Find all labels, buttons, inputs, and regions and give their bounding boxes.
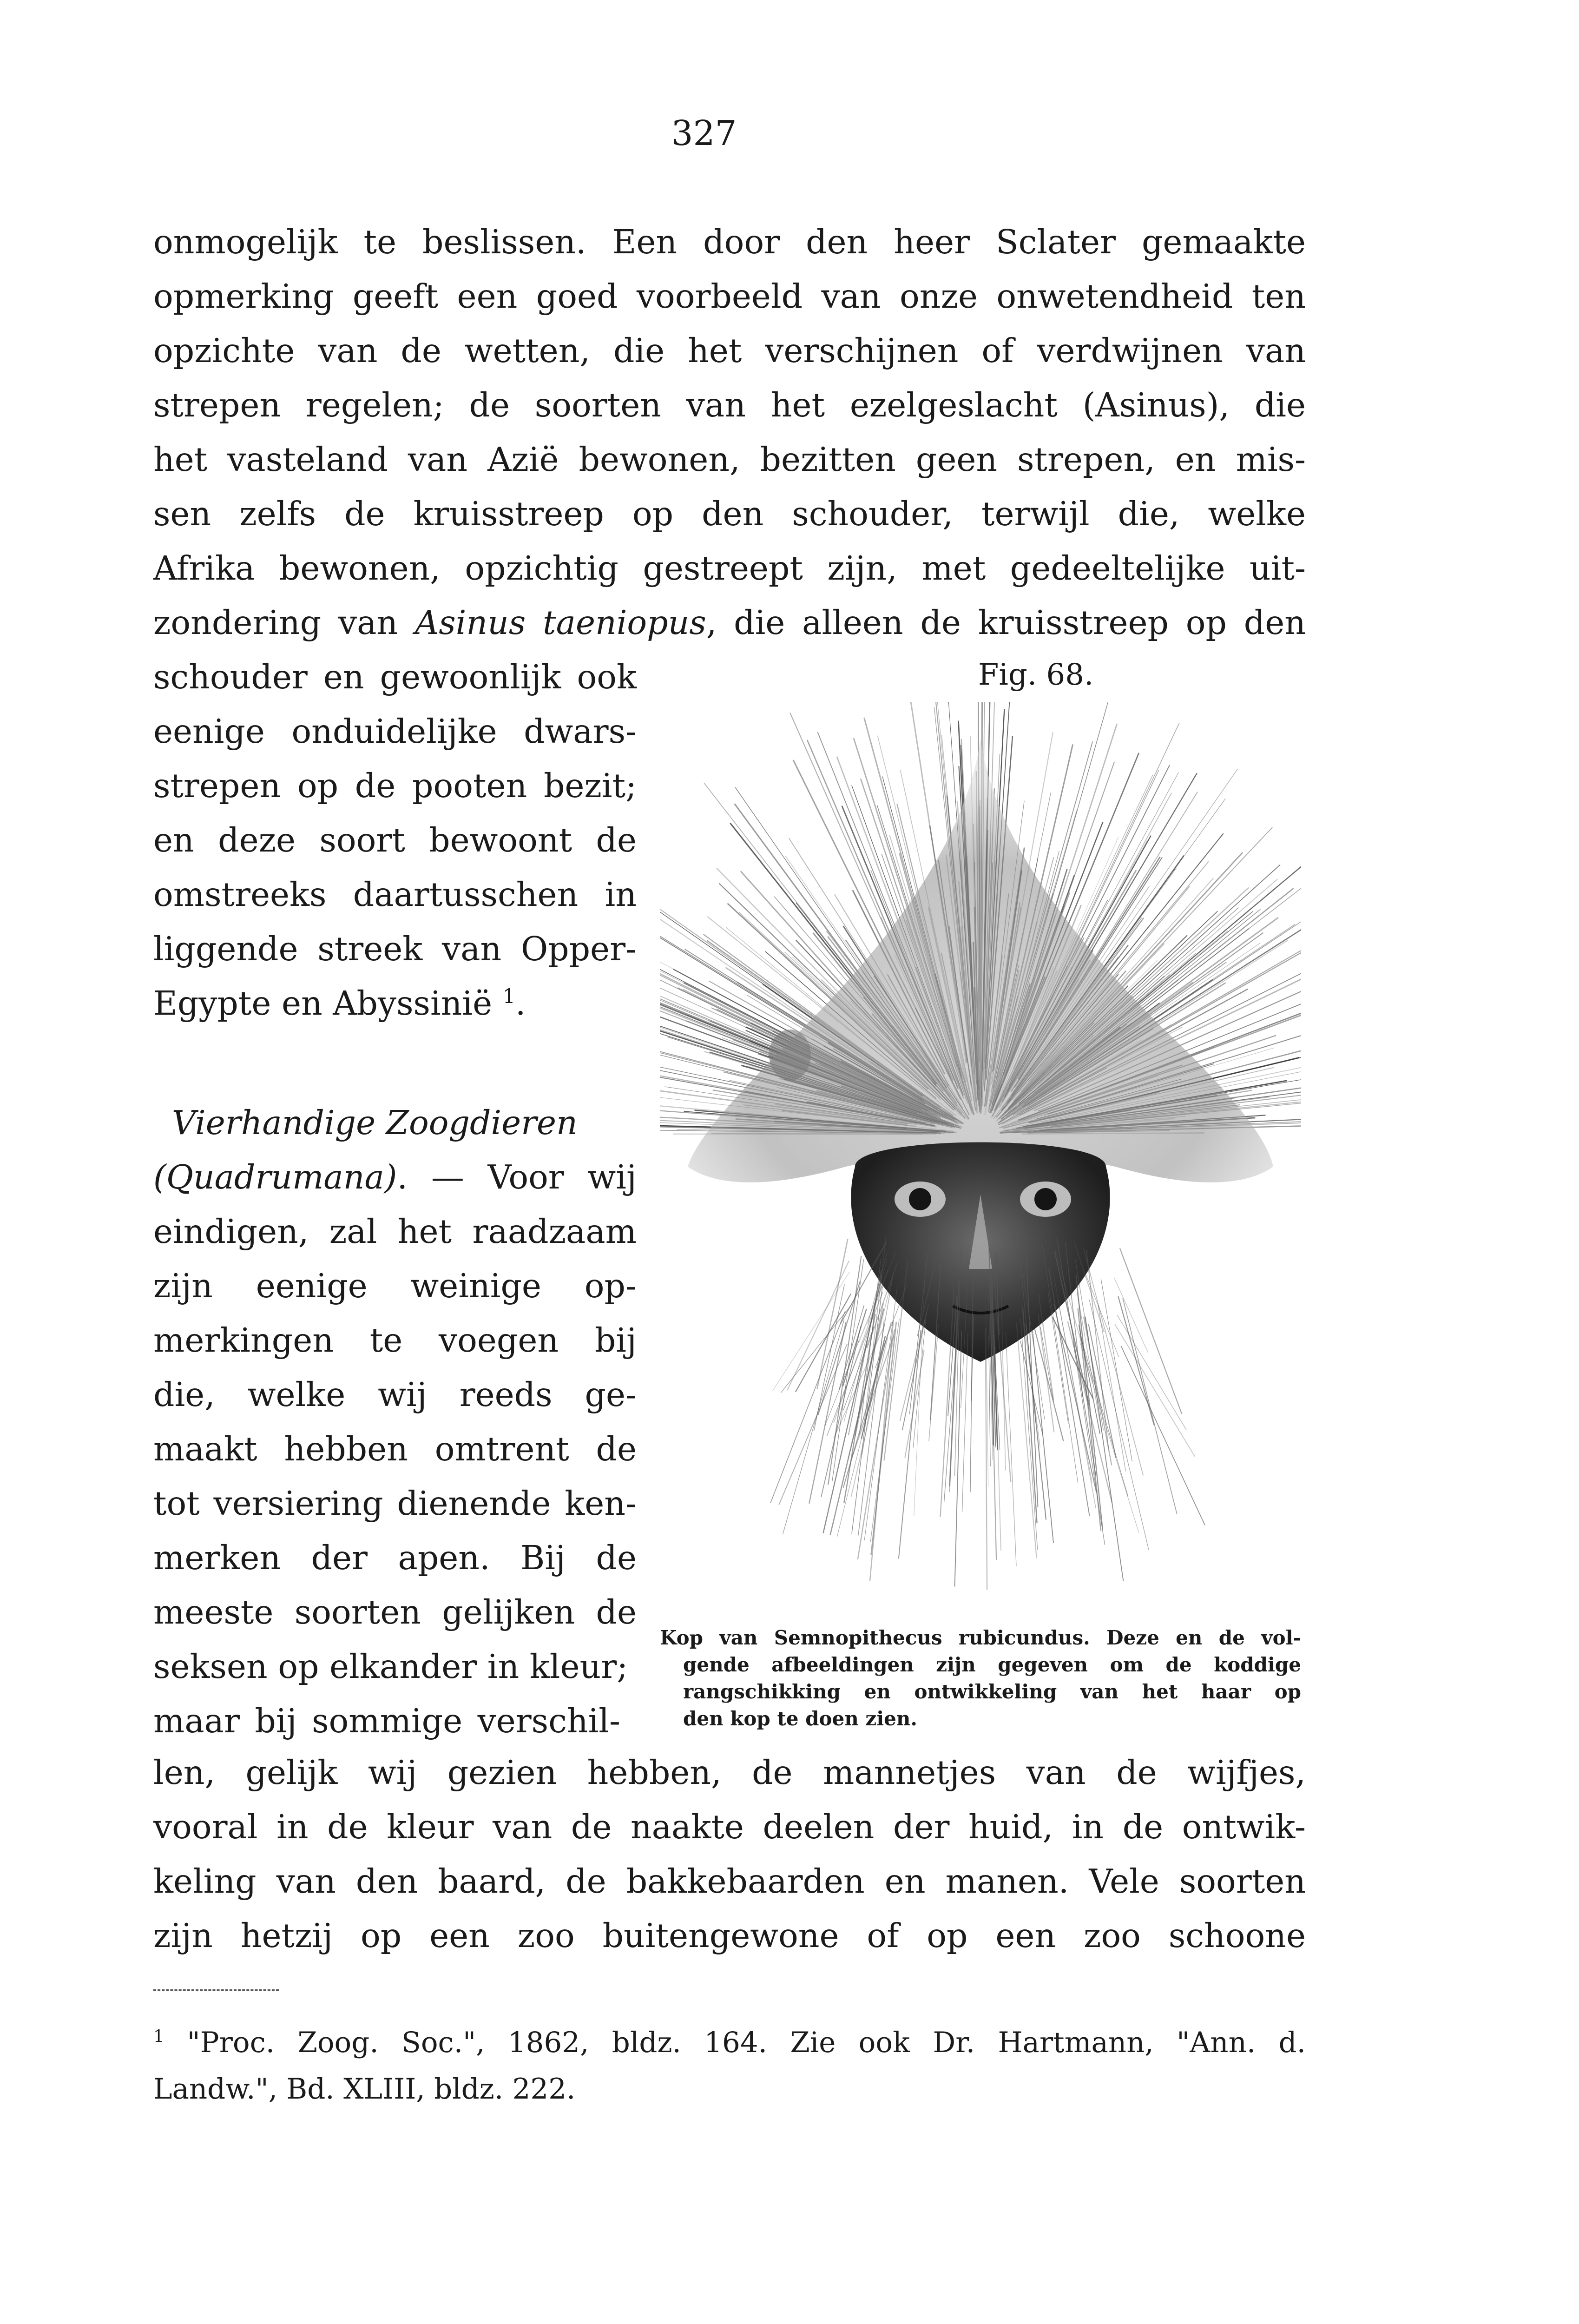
beard-stroke (1079, 1334, 1128, 1496)
footnote (153, 2020, 1306, 2113)
text-line (153, 1150, 637, 1204)
paragraph-bottom (153, 1745, 1306, 1963)
section-latin-name: (Quadrumana) (153, 1158, 397, 1196)
beard-stroke (902, 1319, 925, 1430)
species-name: Asinus taeniopus (414, 603, 706, 642)
beard-stroke (770, 1311, 845, 1503)
text-line: meeste soorten gelijken de (153, 1593, 637, 1631)
beard-stroke (773, 1272, 850, 1391)
text-fragment: . (515, 984, 526, 1023)
footnote-text: "Proc. Zoog. Soc.", 1862, bldz. 164. Zie ook Dr. Hartmann, "Ann. d. (187, 2026, 1306, 2059)
beard-stroke (929, 1325, 938, 1441)
figure-label: Fig. 68. (978, 658, 1094, 692)
text-line: maar bij sommige verschil- (153, 1702, 620, 1740)
text-line: opmerking geeft een goed voorbeeld van onze onwetendheid ten (153, 277, 1306, 316)
text-line: strepen regelen; de soorten van het ezelgeslacht (Asinus), die (153, 386, 1306, 424)
page-number: 327 (671, 113, 737, 153)
monkey-head-illustration (660, 702, 1301, 1622)
beard-stroke (844, 1259, 888, 1422)
figure-caption (660, 1624, 1301, 1732)
caption-line: Kop van Semnopithecus rubicundus. Deze en de vol- (660, 1626, 1301, 1649)
caption-line: den kop te doen zien. (683, 1707, 918, 1730)
beard-stroke (1040, 1327, 1053, 1402)
beard-stroke (851, 1337, 888, 1497)
beard-stroke (821, 1326, 861, 1497)
section-heading (153, 1096, 637, 1150)
beard-stroke (1035, 1329, 1064, 1441)
beard-stroke (962, 1333, 968, 1512)
text-line: liggende streek van Opper- (153, 930, 637, 968)
text-line: seksen op elkander in kleur; (153, 1647, 628, 1686)
footnote-line: Landw.", Bd. XLIII, bldz. 222. (153, 2073, 576, 2106)
caption-line: rangschikking en ontwikkeling van het haar op (683, 1680, 1301, 1703)
text-line: die, welke wij reeds ge- (153, 1375, 637, 1414)
text-line: opzichte van de wetten, die het verschijnen of verdwijnen van (153, 331, 1306, 370)
beard-stroke (1006, 1332, 1016, 1566)
text-line: keling van den baard, de bakkebaarden en manen. Vele soorten (153, 1862, 1306, 1901)
text-line: merkingen te voegen bij (153, 1321, 637, 1360)
text-line: schouder en gewoonlijk ook (153, 658, 637, 696)
beard-stroke (1115, 1324, 1195, 1457)
footnote-reference: 1 (502, 985, 515, 1009)
text-line: het vasteland van Azië bewonen, bezitten geen strepen, en mis- (153, 440, 1306, 479)
text-fragment: . — Voor wij (397, 1158, 637, 1196)
beard-stroke (899, 1330, 921, 1558)
beard-stroke (1080, 1341, 1139, 1532)
footnote-marker: 1 (153, 2026, 164, 2047)
beard-stroke (1121, 1346, 1205, 1525)
section-title: Vierhandige Zoogdieren (172, 1103, 578, 1142)
text-fragment: Egypte en Abyssinië (153, 984, 503, 1023)
beard-stroke (1120, 1248, 1182, 1414)
beard-stroke (1049, 1269, 1090, 1516)
paragraph-top (153, 215, 1306, 650)
text-line: len, gelijk wij gezien hebben, de mannetjes van de wijfjes, (153, 1753, 1306, 1792)
text-line: merken der apen. Bij de (153, 1538, 637, 1577)
text-line: eenige onduidelijke dwars- (153, 712, 637, 751)
footnote-line (153, 2020, 1306, 2066)
beard-stroke (814, 1284, 845, 1431)
text-line: vooral in de kleur van de naakte deelen der huid, in de ontwik- (153, 1808, 1306, 1846)
text-line: strepen op de pooten bezit; (153, 766, 637, 805)
text-line: Afrika bewonen, opzichtig gestreept zijn, met gedeeltelijke uit- (153, 549, 1306, 588)
left-pupil (909, 1188, 931, 1210)
text-line: omstreeks daartusschen in (153, 875, 637, 914)
text-line: zijn eenige weinige op- (153, 1267, 637, 1305)
text-line-asinus (153, 595, 1306, 650)
beard-stroke (818, 1281, 860, 1415)
text-line: zijn hetzij op een zoo buitengewone of op een zoo schoone (153, 1916, 1306, 1955)
caption-line: gende afbeeldingen zijn gegeven om de koddige (683, 1653, 1301, 1676)
text-fragment: zondering van (153, 603, 415, 642)
text-line: tot versiering dienende ken- (153, 1484, 637, 1523)
text-fragment: , die alleen de kruisstreep op den (706, 603, 1306, 642)
beard-stroke (817, 1239, 848, 1389)
beard-stroke (870, 1319, 899, 1542)
left-ear (769, 1030, 811, 1081)
text-line (153, 976, 637, 1030)
figure-image (660, 702, 1301, 1622)
text-line: maakt hebben omtrent de (153, 1430, 637, 1468)
text-line: en deze soort bewoont de (153, 821, 637, 859)
footnote-divider (153, 1989, 279, 1991)
beard-stroke (1048, 1293, 1068, 1424)
text-line: eindigen, zal het raadzaam (153, 1212, 637, 1251)
beard-stroke (1020, 1341, 1043, 1436)
beard-stroke (913, 1313, 927, 1447)
beard-stroke (1123, 1298, 1177, 1514)
right-pupil (1034, 1188, 1057, 1210)
text-line: onmogelijk te beslissen. Een door den heer Sclater gemaakte (153, 223, 1306, 261)
text-line: sen zelfs de kruisstreep op den schouder, terwijl die, welke (153, 495, 1306, 533)
